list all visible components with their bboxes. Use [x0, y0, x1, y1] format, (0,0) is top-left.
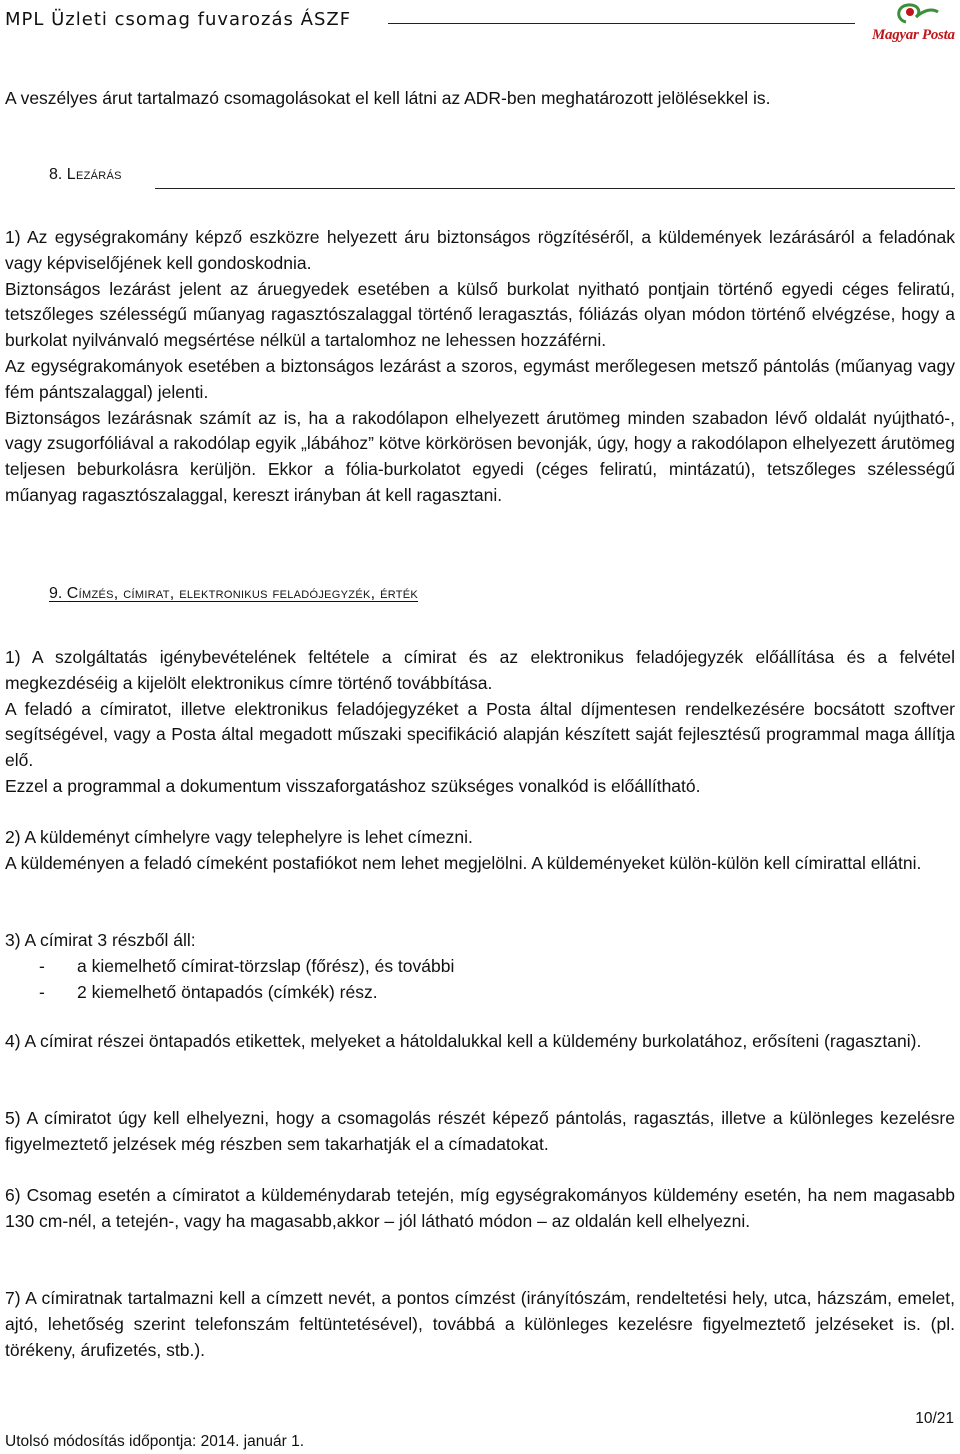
list-item-text: 2 kiemelhető öntapadós (címkék) rész.	[77, 981, 378, 1002]
section-9-number: 9.	[49, 585, 63, 602]
section-8-paragraph-2: Biztonságos lezárást jelent az áruegyedek esetében a külső burkolat nyitható pontjain történő egyedi céges feliratú, tetszőleges szélességű műanyag ragasztószalaggal történő leragasztás, fóliázás olyan módon történő elvégzése, hogy a burkolat nyilvánvaló megsértése nélkül a tartalomhoz ne lehessen hozzáférni.	[5, 278, 955, 351]
section-9-block-6	[5, 1183, 955, 1235]
logo-text: Magyar Posta	[872, 27, 955, 43]
header-divider	[388, 23, 855, 24]
section-9-2-paragraph-2: A küldeményen a feladó címeként postafiókot nem lehet megjelölni. A küldeményeket külön-külön kell címirattal ellátni.	[5, 852, 922, 873]
section-9-1-paragraph-3: Ezzel a programmal a dokumentum visszaforgatáshoz szükséges vonalkód is előállítható.	[5, 775, 701, 796]
section-9-block-5	[5, 1106, 955, 1158]
intro-paragraph	[5, 86, 955, 112]
section-8-paragraph-4: Biztonságos lezárásnak számít az is, ha a rakodólapon elhelyezett árutömeg minden szabadon lévő oldalát nyújtható-, vagy zsugorfóliával a rakodólap egyik „lábához” kötve körkörösen bevonják, úgy, hogy a rakodólapon elhelyezett árutömeg teljesen beburkolásra kerüljön. Ekkor a fólia-burkolatot egyedi (céges feliratú, mintázatú), tetszőleges szélességű műanyag ragasztószalaggal, kereszt irányban át kell ragasztani.	[5, 407, 955, 505]
page-number: 10/21	[915, 1410, 954, 1427]
section-8-heading	[49, 165, 955, 185]
section-9-block-1	[5, 645, 955, 800]
section-9-2-paragraph-1: 2) A küldeményt címhelyre vagy telephelyre is lehet címezni.	[5, 827, 473, 847]
page-header	[0, 0, 960, 56]
section-9-block-2	[5, 825, 955, 877]
section-8-underline	[155, 188, 955, 189]
header-title: MPL Üzleti csomag fuvarozás ÁSZF	[5, 9, 352, 30]
section-9-heading	[49, 584, 418, 604]
section-8-body	[5, 225, 955, 509]
section-8-paragraph-3: Az egységrakományok esetében a biztonságos lezárást a szoros, egymást merőlegesen metsző pántolás (műanyag vagy fém pántszalaggal) jelenti.	[5, 355, 955, 402]
section-9-block-7	[5, 1286, 955, 1363]
section-8-number: 8.	[49, 166, 63, 183]
section-9-1-paragraph-2: A feladó a címiratot, illetve elektronikus feladójegyzéket a Posta által díjmentesen rendelkezésére bocsátott szoftver segítségével, vagy a Posta által megadott műszaki specifikáció alapján készített saját fejlesztésű programmal maga állítja elő.	[5, 698, 955, 771]
section-9-4-paragraph: 4) A címirat részei öntapadós etikettek, melyeket a hátoldalukkal kell a küldemény burkolatához, erősíteni (ragasztani).	[5, 1031, 922, 1051]
section-9-title: Címzés, címirat, elektronikus feladójegyzék, érték	[66, 585, 419, 602]
last-modified-date: Utolsó módosítás időpontja: 2014. január 1.	[5, 1433, 304, 1450]
section-9-7-paragraph: 7) A címiratnak tartalmazni kell a címzett nevét, a pontos címzést (irányítószám, rendeltetési hely, utca, házszám, emelet, ajtó, lehetőség szerint telefonszám feltüntetésével), továbbá a különleges kezelésre figyelmeztető jelzéseket is. (pl. törékeny, árufizetés, stb.).	[5, 1288, 955, 1360]
section-9-3-paragraph-1: 3) A címirat 3 részből áll:	[5, 930, 196, 950]
list-dash: -	[39, 955, 45, 976]
list-item	[5, 954, 955, 980]
list-item	[5, 980, 955, 1006]
magyar-posta-logo	[866, 0, 954, 50]
section-9-block-4	[5, 1029, 955, 1055]
section-9-6-paragraph: 6) Csomag esetén a címiratot a küldeménydarab tetején, míg egységrakományos küldemény esetén, ha nem magasabb 130 cm-nél, a tetején-, vagy ha magasabb,akkor – jól látható módon – az oldalán kell elhelyezni.	[5, 1185, 955, 1231]
list-dash: -	[39, 981, 45, 1002]
section-8-paragraph-1: 1) Az egységrakomány képző eszközre helyezett áru biztonságos rögzítéséről, a küldemények lezárásáról a feladónak vagy képviselőjének kell gondoskodnia.	[5, 227, 955, 273]
section-8-title: Lezárás	[66, 166, 122, 183]
section-9-5-paragraph: 5) A címiratot úgy kell elhelyezni, hogy a csomagolás részét képező pántolás, ragasztás, illetve a különleges kezelésre figyelmeztető jelzések még részben sem takarhatják el a címadatokat.	[5, 1108, 955, 1154]
intro-text: A veszélyes árut tartalmazó csomagolásokat el kell látni az ADR-ben meghatározott jelölésekkel is.	[5, 88, 771, 108]
list-item-text: a kiemelhető címirat-törzslap (főrész), és további	[77, 955, 455, 976]
section-9-block-3	[5, 928, 955, 1005]
section-9-1-paragraph-1: 1) A szolgáltatás igénybevételének feltétele a címirat és az elektronikus feladójegyzék előállítása és a felvétel megkezdéséig a kijelölt elektronikus címre történő továbbítása.	[5, 647, 955, 693]
